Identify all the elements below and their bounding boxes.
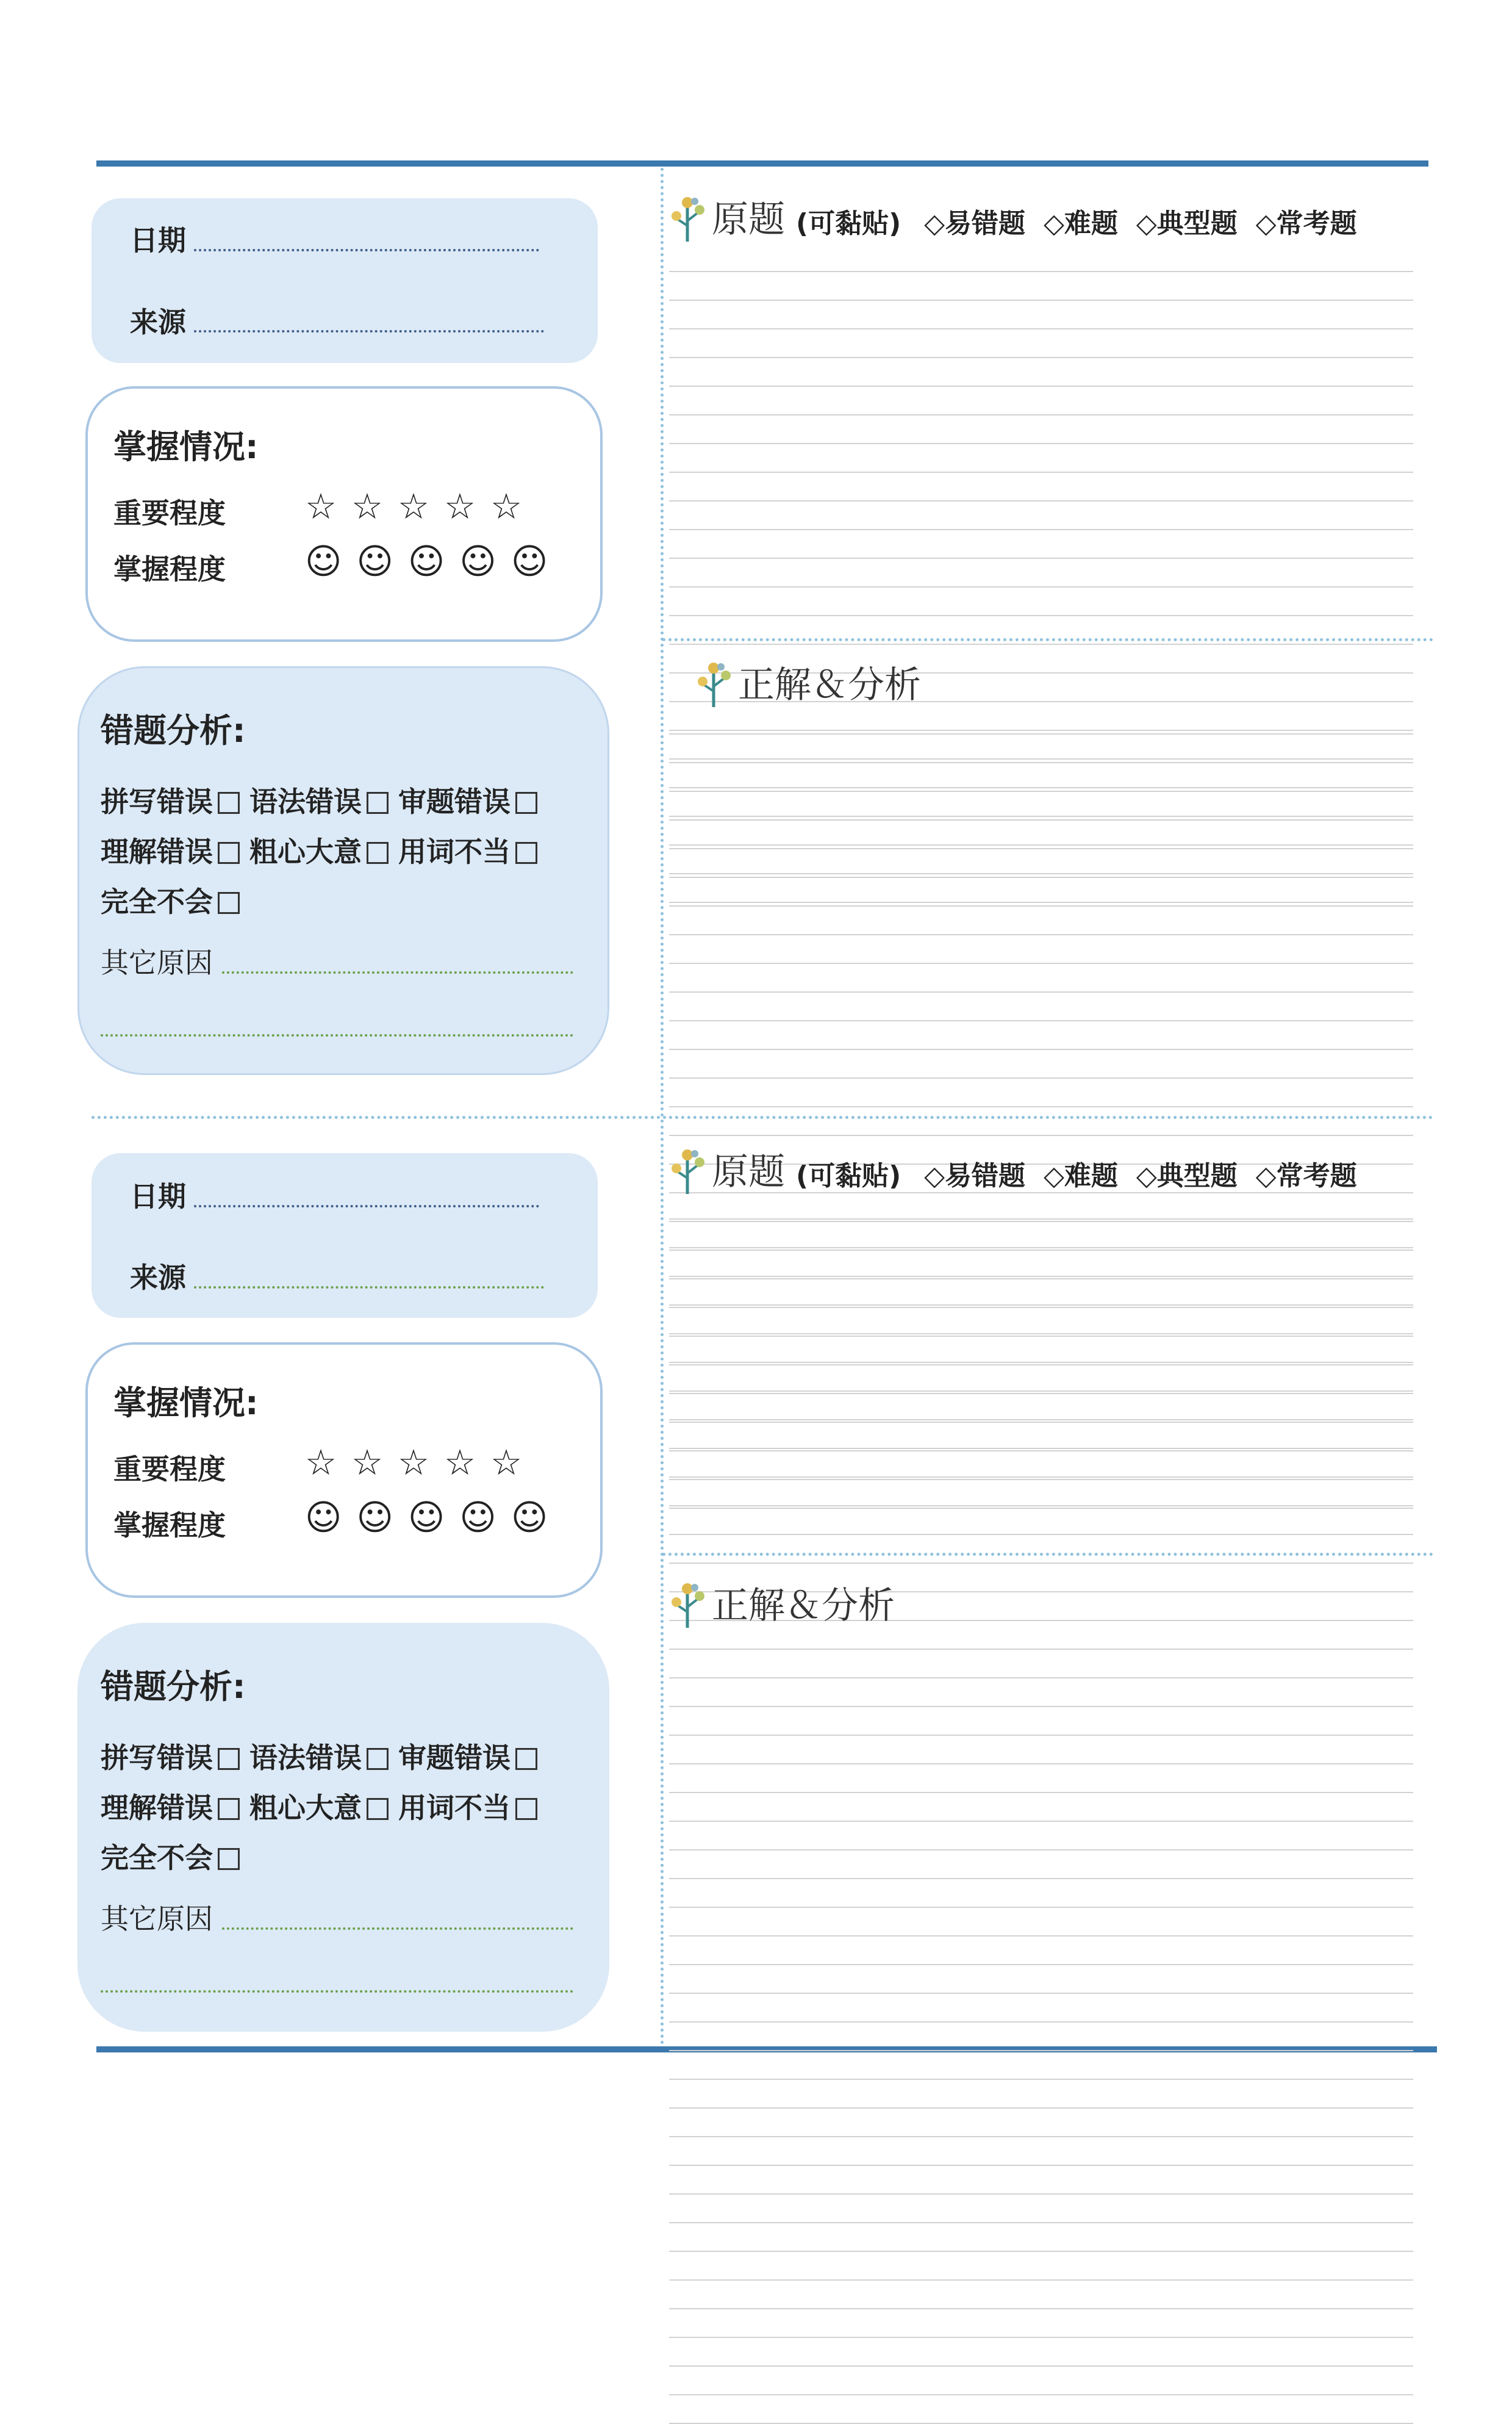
option-label: 粗心大意 bbox=[249, 1791, 362, 1824]
other-reason-label: 其它原因 bbox=[101, 1902, 213, 1935]
section-divider bbox=[662, 1553, 1433, 1556]
source-label: 来源 bbox=[130, 1261, 186, 1294]
option-label: 审题错误 bbox=[398, 785, 511, 818]
mastery-title: 掌握情况: bbox=[113, 1384, 259, 1422]
grasp-smileys[interactable]: ☺☺☺☺☺ bbox=[305, 541, 563, 582]
solution-writing-area[interactable] bbox=[669, 1649, 1413, 2424]
solution-title bbox=[695, 656, 921, 708]
option-label: 粗心大意 bbox=[249, 835, 362, 868]
date-label: 日期 bbox=[130, 1180, 186, 1213]
grasp-label: 掌握程度 bbox=[113, 1509, 226, 1542]
checkbox[interactable] bbox=[515, 1798, 537, 1820]
option-label: 拼写错误 bbox=[101, 1741, 213, 1774]
question-note: (可黏贴) bbox=[796, 208, 901, 239]
analysis-title: 错题分析: bbox=[101, 711, 246, 750]
other-reason-field-2[interactable] bbox=[101, 1990, 573, 1993]
checkbox[interactable] bbox=[218, 1798, 240, 1820]
option-row-3 bbox=[101, 880, 249, 920]
checkbox[interactable] bbox=[367, 842, 389, 864]
importance-stars[interactable]: ☆☆☆☆☆ bbox=[305, 486, 537, 527]
solution-heading: 正解＆分析 bbox=[712, 1584, 895, 1627]
tag-difficult[interactable]: ◇难题 bbox=[1044, 208, 1118, 239]
date-field[interactable] bbox=[194, 1205, 539, 1207]
checkbox[interactable] bbox=[218, 1848, 240, 1870]
source-field[interactable] bbox=[194, 330, 544, 333]
grasp-label: 掌握程度 bbox=[113, 553, 226, 586]
tag-easy-mistake[interactable]: ◇易错题 bbox=[924, 208, 1026, 239]
other-reason-label: 其它原因 bbox=[101, 946, 213, 979]
tag-typical[interactable]: ◇典型题 bbox=[1136, 1160, 1238, 1192]
other-reason-field[interactable] bbox=[222, 971, 573, 974]
source-label: 来源 bbox=[130, 306, 186, 339]
tree-icon bbox=[695, 660, 734, 708]
option-label: 拼写错误 bbox=[101, 785, 213, 818]
importance-stars[interactable]: ☆☆☆☆☆ bbox=[305, 1442, 537, 1483]
checkbox[interactable] bbox=[218, 792, 240, 814]
other-reason-field[interactable] bbox=[222, 1927, 573, 1930]
analysis-title: 错题分析: bbox=[101, 1667, 246, 1706]
tree-icon bbox=[669, 1146, 708, 1195]
mastery-title: 掌握情况: bbox=[113, 428, 259, 466]
tag-difficult[interactable]: ◇难题 bbox=[1044, 1160, 1118, 1192]
checkbox[interactable] bbox=[515, 792, 537, 814]
importance-label: 重要程度 bbox=[113, 497, 226, 530]
checkbox[interactable] bbox=[515, 842, 537, 864]
tag-easy-mistake[interactable]: ◇易错题 bbox=[924, 1160, 1026, 1192]
option-label: 用词不当 bbox=[398, 1791, 511, 1824]
tag-typical[interactable]: ◇典型题 bbox=[1136, 208, 1238, 239]
question-title bbox=[669, 1143, 1357, 1195]
option-row-1 bbox=[101, 1736, 547, 1776]
question-note: (可黏贴) bbox=[796, 1160, 901, 1192]
vertical-divider bbox=[661, 168, 664, 2046]
tree-icon bbox=[669, 194, 708, 243]
other-reason-field-2[interactable] bbox=[101, 1034, 573, 1037]
checkbox[interactable] bbox=[367, 1798, 389, 1820]
tree-icon bbox=[669, 1580, 708, 1629]
top-rule bbox=[96, 160, 1428, 167]
option-label: 理解错误 bbox=[101, 835, 213, 868]
checkbox[interactable] bbox=[367, 792, 389, 814]
section-divider bbox=[662, 638, 1433, 641]
tag-frequent[interactable]: ◇常考题 bbox=[1255, 1160, 1357, 1192]
option-row-1 bbox=[101, 780, 547, 820]
checkbox[interactable] bbox=[367, 1748, 389, 1770]
question-title bbox=[669, 190, 1357, 243]
checkbox[interactable] bbox=[218, 1748, 240, 1770]
option-row-2 bbox=[101, 830, 547, 870]
option-label: 语法错误 bbox=[249, 1741, 362, 1774]
option-row-3 bbox=[101, 1836, 249, 1876]
importance-label: 重要程度 bbox=[113, 1453, 226, 1486]
checkbox[interactable] bbox=[218, 892, 240, 914]
grasp-smileys[interactable]: ☺☺☺☺☺ bbox=[305, 1497, 563, 1538]
option-label: 语法错误 bbox=[249, 785, 362, 818]
option-label: 完全不会 bbox=[101, 885, 213, 918]
source-field[interactable] bbox=[194, 1286, 544, 1289]
option-row-2 bbox=[101, 1786, 547, 1826]
option-label: 审题错误 bbox=[398, 1741, 511, 1774]
question-heading: 原题 bbox=[712, 198, 785, 241]
solution-title bbox=[669, 1577, 895, 1629]
option-label: 完全不会 bbox=[101, 1841, 213, 1874]
date-label: 日期 bbox=[130, 224, 186, 257]
checkbox[interactable] bbox=[515, 1748, 537, 1770]
solution-heading: 正解＆分析 bbox=[738, 664, 921, 707]
checkbox[interactable] bbox=[218, 842, 240, 864]
date-field[interactable] bbox=[194, 249, 539, 251]
option-label: 理解错误 bbox=[101, 1791, 213, 1824]
option-label: 用词不当 bbox=[398, 835, 511, 868]
tag-frequent[interactable]: ◇常考题 bbox=[1255, 208, 1357, 239]
question-heading: 原题 bbox=[712, 1151, 785, 1193]
